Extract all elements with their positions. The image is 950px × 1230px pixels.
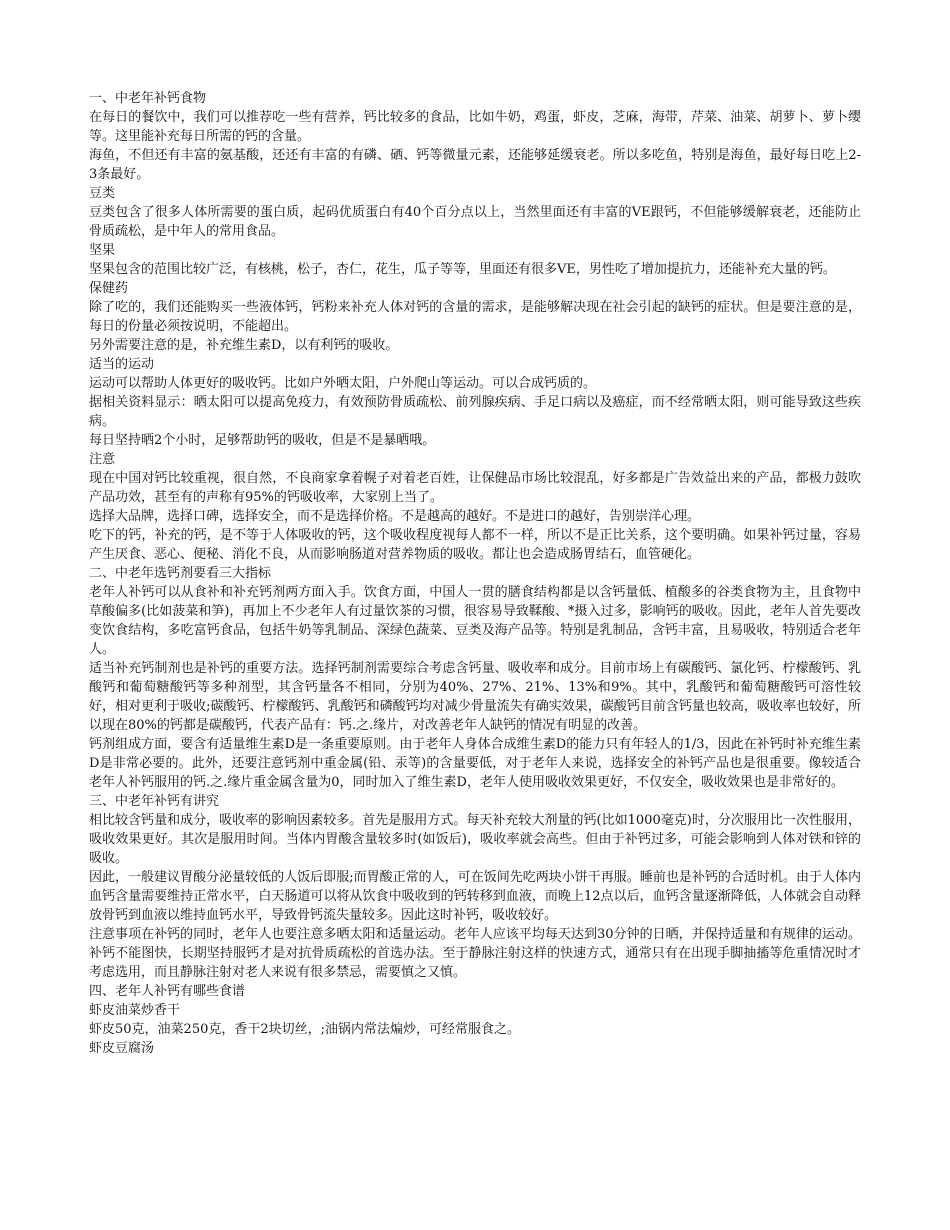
document-body <box>89 89 861 1058</box>
paragraph: 虾皮50克，油菜250克，香干2块切丝，;油锅内常法煸炒，可经常服食之。 <box>89 1022 521 1037</box>
section-heading: 三、中老年补钙有讲究 <box>89 794 220 809</box>
subsection-heading: 适当的运动 <box>89 357 155 372</box>
paragraph: 除了吃的，我们还能购买一些液体钙，钙粉来补充人体对钙的含量的需求，是能够解决现在社会引起的缺钙的症状。但是要注意的是，每日的份量必须按说明，不能超出。 <box>89 300 861 334</box>
paragraph: 运动可以帮助人体更好的吸收钙。比如户外晒太阳，户外爬山等运动。可以合成钙质的。 <box>89 376 597 391</box>
paragraph: 吃下的钙，补充的钙，是不等于人体吸收的钙，这个吸收程度视每人都不一样，所以不是正比关系，这个要明确。如果补钙过量，容易产生厌食、恶心、便秘、消化不良，从而影响肠道对营养物质的吸收。都让也会造成肠胃结石，血管硬化。 <box>89 528 861 562</box>
paragraph: 注意事项在补钙的同时，老年人也要注意多晒太阳和适量运动。老年人应该平均每天达到30分钟的日晒，并保持适量和有规律的运动。补钙不能图快，长期坚持服钙才是对抗骨质疏松的首选办法。至于静脉注射这样的快速方式，通常只有在出现手脚抽搐等危重情况时才考虑选用，而且静脉注射对老人来说有很多禁忌，需要慎之又慎。 <box>89 927 861 980</box>
paragraph: 据相关资料显示：晒太阳可以提高免疫力，有效预防骨质疏松、前列腺疾病、手足口病以及癌症，而不经常晒太阳，则可能导致这些疾病。 <box>89 395 861 429</box>
paragraph: 另外需要注意的是，补充维生素D，以有利钙的吸收。 <box>89 338 399 353</box>
subsection-heading: 保健药 <box>89 281 129 296</box>
subsection-heading: 坚果 <box>89 243 116 258</box>
paragraph: 选择大品牌，选择口碑，选择安全，而不是选择价格。不是越高的越好。不是进口的越好，告别崇洋心理。 <box>89 509 701 524</box>
paragraph: 老年人补钙可以从食补和补充钙剂两方面入手。饮食方面，中国人一贯的膳食结构都是以含钙量低、植酸多的谷类食物为主，且食物中草酸偏多(比如菠菜和笋)，再加上不少老年人有过量饮茶的习惯，很容易导致鞣酸、*摄入过多，影响钙的吸收。因此，老年人首先要改变饮食结构，多吃富钙食品，包括牛奶等乳制品、深绿色蔬菜、豆类及海产品等。特别是乳制品，含钙丰富，且易吸收，特别适合老年人。 <box>89 585 861 657</box>
paragraph: 每日坚持晒2个小时，足够帮助钙的吸收，但是不是暴晒哦。 <box>89 433 436 448</box>
paragraph: 适当补充钙制剂也是补钙的重要方法。选择钙制剂需要综合考虑含钙量、吸收率和成分。目前市场上有碳酸钙、氯化钙、柠檬酸钙、乳酸钙和葡萄糖酸钙等多种剂型，其含钙量各不相同，分别为40%、27%、21%、13%和9%。其中，乳酸钙和葡萄糖酸钙可溶性较好，相对更利于吸收;碳酸钙、柠檬酸钙、乳酸钙和磷酸钙均对减少骨量流失有确实效果，碳酸钙目前含钙量也较高，吸收率也较好，所以现在80%的钙都是碳酸钙，代表产品有：钙.之.缘片，对改善老年人缺钙的情况有明显的改善。 <box>89 661 861 733</box>
paragraph: 坚果包含的范围比较广泛，有核桃，松子，杏仁，花生，瓜子等等，里面还有很多VE，男性吃了增加提抗力，还能补充大量的钙。 <box>89 262 836 277</box>
section-heading: 四、老年人补钙有哪些食谱 <box>89 984 246 999</box>
paragraph: 钙剂组成方面，要含有适量维生素D是一条重要原则。由于老年人身体合成维生素D的能力只有年轻人的1/3，因此在补钙时补充维生素D是非常必要的。此外，还要注意钙剂中重金属(铅、汞等)的含量要低，对于老年人来说，选择安全的补钙产品也是很重要。像较适合老年人补钙服用的钙.之.缘片重金属含量为0，同时加入了维生素D，老年人使用吸收效果更好，不仅安全，吸收效果也是非常好的。 <box>89 737 861 790</box>
paragraph: 海鱼，不但还有丰富的氨基酸，还还有丰富的有磷、硒、钙等微量元素，还能够延缓衰老。所以多吃鱼，特别是海鱼，最好每日吃上2-3条最好。 <box>89 148 861 182</box>
paragraph: 在每日的餐饮中，我们可以推荐吃一些有营养，钙比较多的食品，比如牛奶，鸡蛋，虾皮，芝麻，海带，芹菜、油菜、胡萝卜、萝卜缨等。这里能补充每日所需的钙的含量。 <box>89 110 861 144</box>
paragraph: 豆类包含了很多人体所需要的蛋白质，起码优质蛋白有40个百分点以上，当然里面还有丰富的VE跟钙，不但能够缓解衰老，还能防止骨质疏松，是中年人的常用食品。 <box>89 205 861 239</box>
paragraph: 相比较含钙量和成分，吸收率的影响因素较多。首先是服用方式。每天补充较大剂量的钙(比如1000毫克)时，分次服用比一次性服用，吸收效果更好。其次是服用时间。当体内胃酸含量较多时(如饭后)，吸收率就会高些。但由于补钙过多，可能会影响到人体对铁和锌的吸收。 <box>89 813 861 866</box>
paragraph: 因此，一般建议胃酸分泌量较低的人饭后即服;而胃酸正常的人，可在饭间先吃两块小饼干再服。睡前也是补钙的合适时机。由于人体内血钙含量需要维持正常水平，白天肠道可以将从饮食中吸收到的钙转移到血液，而晚上12点以后，血钙含量逐渐降低，人体就会自动释放骨钙到血液以维持血钙水平，导致骨钙流失量较多。因此这时补钙，吸收较好。 <box>89 870 861 923</box>
paragraph: 现在中国对钙比较重视，很自然，不良商家拿着幌子对着老百姓，让保健品市场比较混乱，好多都是广告效益出来的产品，都极力鼓吹产品功效，甚至有的声称有95%的钙吸收率，大家别上当了。 <box>89 471 861 505</box>
subsection-heading: 注意 <box>89 452 116 467</box>
subsection-heading: 豆类 <box>89 186 116 201</box>
recipe-title: 虾皮豆腐汤 <box>89 1041 155 1056</box>
section-heading: 二、中老年选钙剂要看三大指标 <box>89 566 272 581</box>
recipe-title: 虾皮油菜炒香干 <box>89 1003 181 1018</box>
section-heading: 一、中老年补钙食物 <box>89 91 207 106</box>
